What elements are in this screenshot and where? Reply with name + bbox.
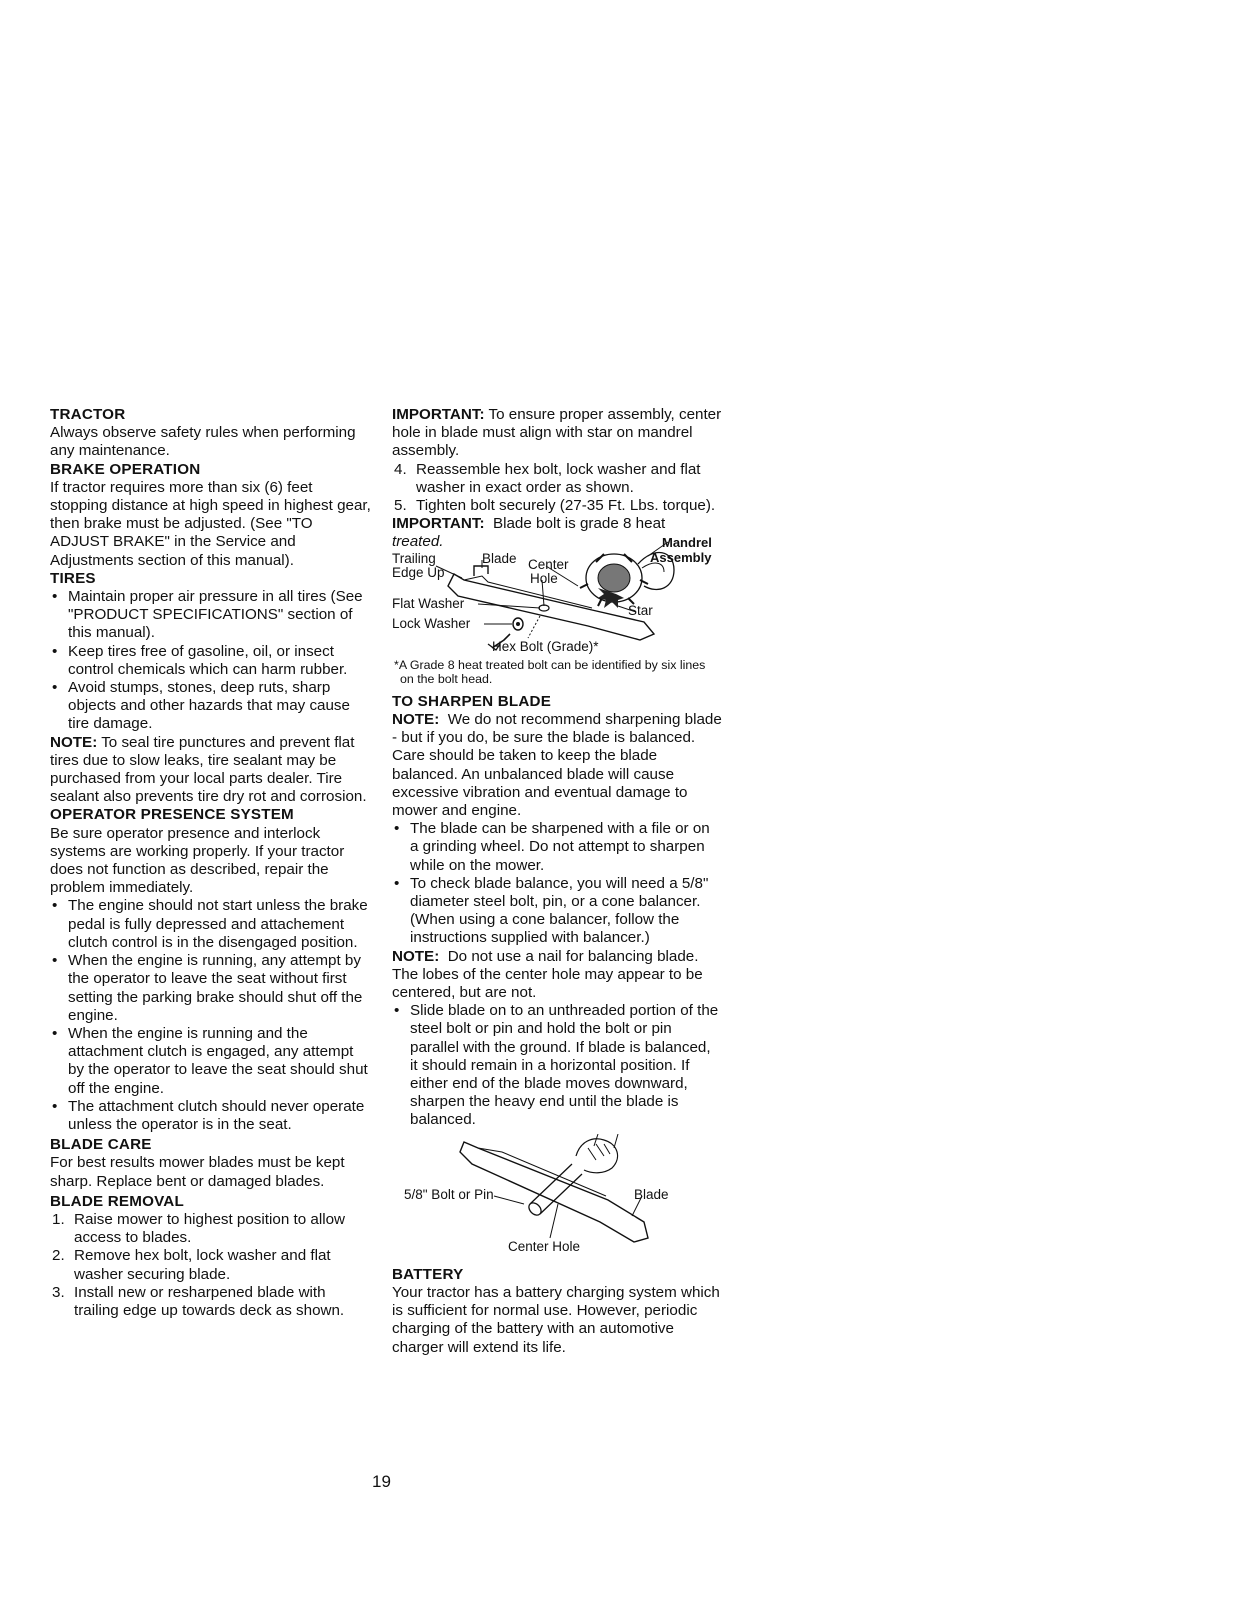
label-center: Center	[528, 556, 569, 572]
page-number: 19	[372, 1472, 391, 1491]
blade-care-heading: BLADE CARE	[50, 1136, 152, 1154]
sharpen-note: NOTE: We do not recommend sharpening blade - but if you do, be sure the blade is balanced.	[392, 711, 722, 747]
balance-note: NOTE: Do not use a nail for balancing blade. The lobes of the center hole may appear to be centered, but are not.	[392, 947, 703, 1002]
note-label: NOTE:	[50, 733, 98, 751]
label-hole: Hole	[530, 570, 558, 586]
note-label: NOTE:	[392, 947, 440, 965]
list-item: • Slide blade on to an unthreaded portion of the steel bolt or pin and hold the bolt or pin parallel with the ground. If blade is balanced, it should remain in a horizontal position. If either end of the blade moves downward, sharpen the heavy end until the blade is balanced.	[392, 1002, 722, 1129]
label-bolt-or-pin: 5/8" Bolt or Pin	[404, 1186, 494, 1202]
tires-heading: TIRES	[50, 569, 96, 587]
sharpen-text: Care should be taken to keep the blade balanced. An unbalanced blade will cause excessive vibration and eventual damage to mower and engine.	[392, 747, 688, 820]
list-item: 5. Tighten bolt securely (27-35 Ft. Lbs. torque).	[394, 497, 716, 515]
assembly-steps	[392, 461, 722, 516]
brake-text: If tractor requires more than six (6) feet stopping distance at high speed in highest gear, then brake must be adjusted. (See "TO ADJUST BRAKE" in the Service and Adjustments section of this manual).	[50, 478, 371, 569]
tires-note	[50, 734, 372, 807]
list-item: • The engine should not start unless the brake pedal is fully depressed and attachement clutch control is in the disengaged position.	[50, 897, 372, 952]
list-item: 3. Install new or resharpened blade with trailing edge up towards deck as shown.	[52, 1283, 345, 1319]
list-item: • Keep tires free of gasoline, oil, or insect control chemicals which can harm rubber.	[50, 643, 372, 679]
battery-text: Your tractor has a battery charging system which is sufficient for normal use. However, periodic charging of the battery with an automotive charger will extend its life.	[392, 1283, 720, 1356]
tractor-intro: Always observe safety rules when performing any maintenance.	[50, 424, 356, 460]
note-label: NOTE:	[392, 711, 440, 729]
list-item: • The attachment clutch should never operate unless the operator is in the seat.	[50, 1098, 372, 1134]
ops-heading: OPERATOR PRESENCE SYSTEM	[50, 806, 294, 824]
sharpen-heading: TO SHARPEN BLADE	[392, 692, 552, 710]
important-label: IMPORTANT:	[392, 515, 485, 533]
label-mandrel: Mandrel	[662, 534, 712, 550]
label-blade: Blade	[634, 1186, 669, 1202]
important-1: IMPORTANT: To ensure proper assembly, center hole in blade must align with star on mandrel assembly.	[392, 406, 722, 460]
bolt-footnote: *A Grade 8 heat treated bolt can be identified by six lines on the bolt head.	[394, 657, 706, 687]
ops-list	[50, 897, 372, 1134]
list-item: • When the engine is running, any attempt by the operator to leave the seat without first setting the parking brake should shut off the engine.	[50, 952, 372, 1025]
label-assembly: Assembly	[650, 549, 712, 565]
right-column	[392, 406, 722, 1357]
list-item: • To check blade balance, you will need a 5/8" diameter steel bolt, pin, or a cone balancer. (When using a cone balancer, follow the instructions supplied with balancer.)	[392, 875, 722, 948]
tractor-heading: TRACTOR	[50, 406, 126, 423]
label-star: Star	[628, 602, 653, 618]
label-flat-washer: Flat Washer	[392, 595, 465, 611]
important-label: IMPORTANT:	[392, 406, 485, 423]
label-trailing: Trailing	[392, 550, 436, 566]
label-edge-up: Edge Up	[392, 564, 445, 580]
blade-care-text: For best results mower blades must be kept sharp. Replace bent or damaged blades.	[50, 1154, 345, 1190]
list-item: • The blade can be sharpened with a file or on a grinding wheel. Do not attempt to sharpen while on the mower.	[392, 820, 722, 875]
sharpen-list	[392, 820, 722, 947]
tires-list	[50, 588, 372, 734]
balance-list	[392, 1002, 722, 1129]
list-item: 2. Remove hex bolt, lock washer and flat washer securing blade.	[52, 1247, 331, 1283]
list-item: • Maintain proper air pressure in all tires (See "PRODUCT SPECIFICATIONS" section of this manual).	[50, 588, 372, 643]
important-2: IMPORTANT: Blade bolt is grade 8 heat treated.	[392, 515, 666, 551]
label-center-hole: Center Hole	[508, 1238, 581, 1254]
label-blade: Blade	[482, 550, 517, 566]
left-column	[50, 406, 372, 1320]
blade-balance-figure	[392, 1134, 722, 1262]
ops-text: Be sure operator presence and interlock systems are working properly. If your tractor does not function as described, repair the problem immediately.	[50, 824, 345, 897]
battery-heading: BATTERY	[392, 1265, 464, 1283]
list-item: • When the engine is running and the attachment clutch is engaged, any attempt by the operator to leave the seat should shut off the engine.	[50, 1025, 372, 1098]
list-item: 1. Raise mower to highest position to allow access to blades.	[52, 1210, 345, 1247]
label-hex-bolt: Hex Bolt (Grade)*	[492, 638, 599, 654]
list-item: • Avoid stumps, stones, deep ruts, sharp objects and other hazards that may cause tire damage.	[50, 679, 372, 734]
brake-heading: BRAKE OPERATION	[50, 460, 201, 478]
tires-note-text: To seal tire punctures and prevent flat tires due to slow leaks, tire sealant may be purchased from your local parts dealer. Tire sealant also prevents tire dry rot and corrosion.	[50, 733, 367, 806]
blade-removal-heading: BLADE REMOVAL	[50, 1192, 184, 1210]
blade-assembly-figure	[392, 536, 722, 656]
removal-steps	[50, 1211, 372, 1320]
label-lock-washer: Lock Washer	[392, 615, 471, 631]
list-item: 4. Reassemble hex bolt, lock washer and flat washer in exact order as shown.	[394, 460, 701, 496]
